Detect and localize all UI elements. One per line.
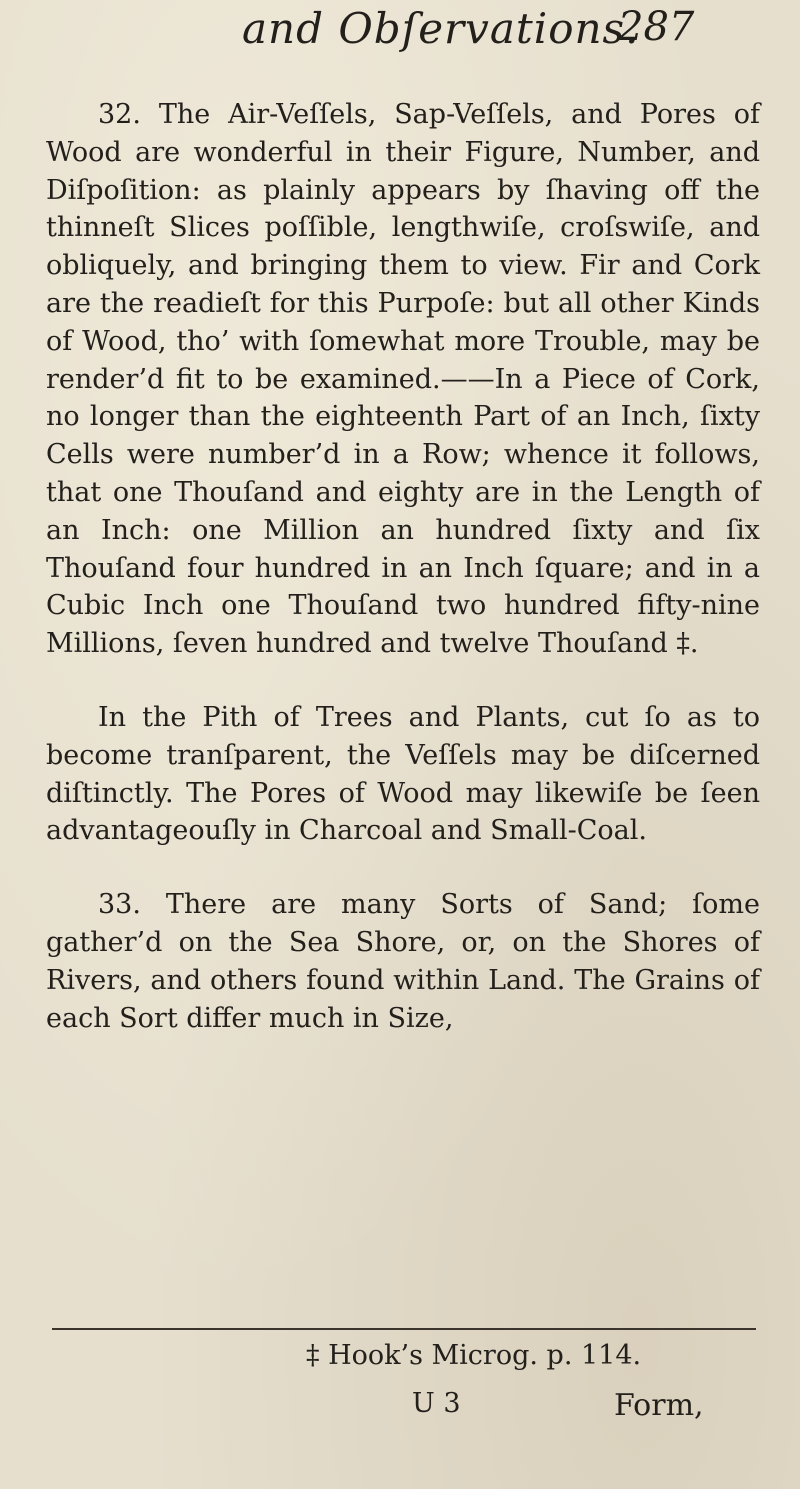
page-number: 287 <box>618 4 695 50</box>
signature-mark: U 3 <box>412 1388 461 1419</box>
running-head <box>0 4 800 64</box>
paragraph-pith: In the Pith of Trees and Plants, cut ſo as to become tranſparent, the Veſſels may be diſcerned diſtinctly. The Pores of Wood may likewiſe be ſeen advantageouſly in Charcoal and Small-Coal. <box>46 701 760 847</box>
footnote-rule <box>52 1328 756 1330</box>
body-text <box>46 96 760 1037</box>
catchword: Form, <box>614 1388 704 1423</box>
running-head-title: and Obſervations. <box>242 4 640 53</box>
footnote: ‡ Hook’s Microg. p. 114. <box>306 1340 642 1371</box>
paragraph-32: 32. The Air-Veſſels, Sap-Veſſels, and Pores of Wood are wonderful in their Figure, Number, and Diſpoſition: as plainly appears by ſhaving off the thinneſt Slices poſſible, lengthwiſe, croſswiſe, and obliquely, and bringing them to view. Fir and Cork are the readieſt for this Purpoſe: but all other Kinds of Wood, tho’ with ſomewhat more Trouble, may be render’d fit to be examined.——In a Piece of Cork, no longer than the eighteenth Part of an Inch, ſixty Cells were number’d in a Row; whence it follows, that one Thouſand and eighty are in the Length of an Inch: one Million an hundred ſixty and ſix Thouſand four hundred in an Inch ſquare; and in a Cubic Inch one Thouſand two hundred fifty-nine Millions, ſeven hundred and twelve Thouſand ‡. <box>46 99 760 660</box>
paragraph-33: 33. There are many Sorts of Sand; ſome gather’d on the Sea Shore, or, on the Shores of Rivers, and others found within Land. The Grains of each Sort differ much in Size, <box>46 889 760 1034</box>
